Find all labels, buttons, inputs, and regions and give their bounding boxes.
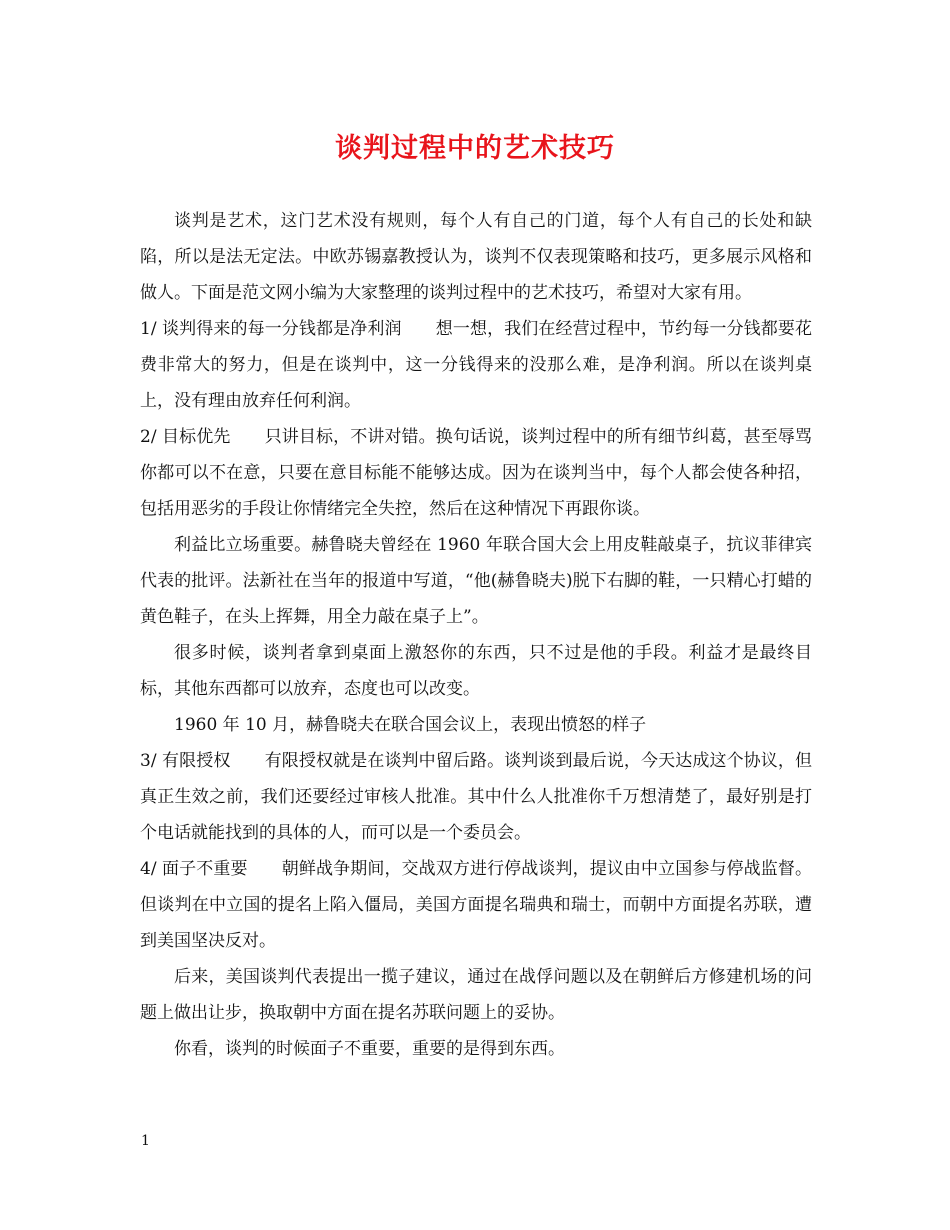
- paragraph-point-4: 4/ 面子不重要 朝鲜战争期间，交战双方进行停战谈判，提议由中立国参与停战监督。但谈判在中立国的提名上陷入僵局，美国方面提名瑞典和瑞士，而朝中方面提名苏联，遭到美国坚决反对。: [140, 859, 812, 951]
- paragraph-tactics: 很多时候，谈判者拿到桌面上激怒你的东西，只不过是他的手段。利益才是最终目标，其他东西都可以放弃，态度也可以改变。: [140, 643, 812, 699]
- paragraph-compromise: 后来，美国谈判代表提出一揽子建议，通过在战俘问题以及在朝鲜后方修建机场的问题上做出让步，换取朝中方面在提名苏联问题上的妥协。: [140, 967, 812, 1023]
- paragraph-point-3: 3/ 有限授权 有限授权就是在谈判中留后路。谈判谈到最后说，今天达成这个协议，但真正生效之前，我们还要经过审核人批准。其中什么人批准你千万想清楚了，最好别是打个电话就能找到的具体的人，而可以是一个委员会。: [140, 751, 812, 843]
- paragraph-interest: 利益比立场重要。赫鲁晓夫曾经在 1960 年联合国大会上用皮鞋敲桌子，抗议菲律宾代表的批评。法新社在当年的报道中写道，“他(赫鲁晓夫)脱下右脚的鞋，一只精心打蜡的黄色鞋子，在头上挥舞，用全力敲在桌子上”。: [140, 535, 812, 627]
- paragraph-point-2: 2/ 目标优先 只讲目标，不讲对错。换句话说，谈判过程中的所有细节纠葛，甚至辱骂你都可以不在意，只要在意目标能不能够达成。因为在谈判当中，每个人都会使各种招，包括用恶劣的手段让你情绪完全失控，然后在这种情况下再跟你谈。: [140, 427, 812, 519]
- document-body: [140, 203, 812, 1067]
- page-number: 1: [141, 1133, 150, 1149]
- paragraph-conclusion: 你看，谈判的时候面子不重要，重要的是得到东西。: [174, 1039, 565, 1059]
- paragraph-caption: 1960 年 10 月，赫鲁晓夫在联合国会议上，表现出愤怒的样子: [174, 715, 647, 735]
- paragraph-point-1: 1/ 谈判得来的每一分钱都是净利润 想一想，我们在经营过程中，节约每一分钱都要花费非常大的努力，但是在谈判中，这一分钱得来的没那么难，是净利润。所以在谈判桌上，没有理由放弃任何利润。: [140, 319, 812, 411]
- document-title: 谈判过程中的艺术技巧: [335, 133, 615, 164]
- paragraph-intro: 谈判是艺术，这门艺术没有规则，每个人有自己的门道，每个人有自己的长处和缺陷，所以是法无定法。中欧苏锡嘉教授认为，谈判不仅表现策略和技巧，更多展示风格和做人。下面是范文网小编为大家整理的谈判过程中的艺术技巧，希望对大家有用。: [140, 211, 812, 303]
